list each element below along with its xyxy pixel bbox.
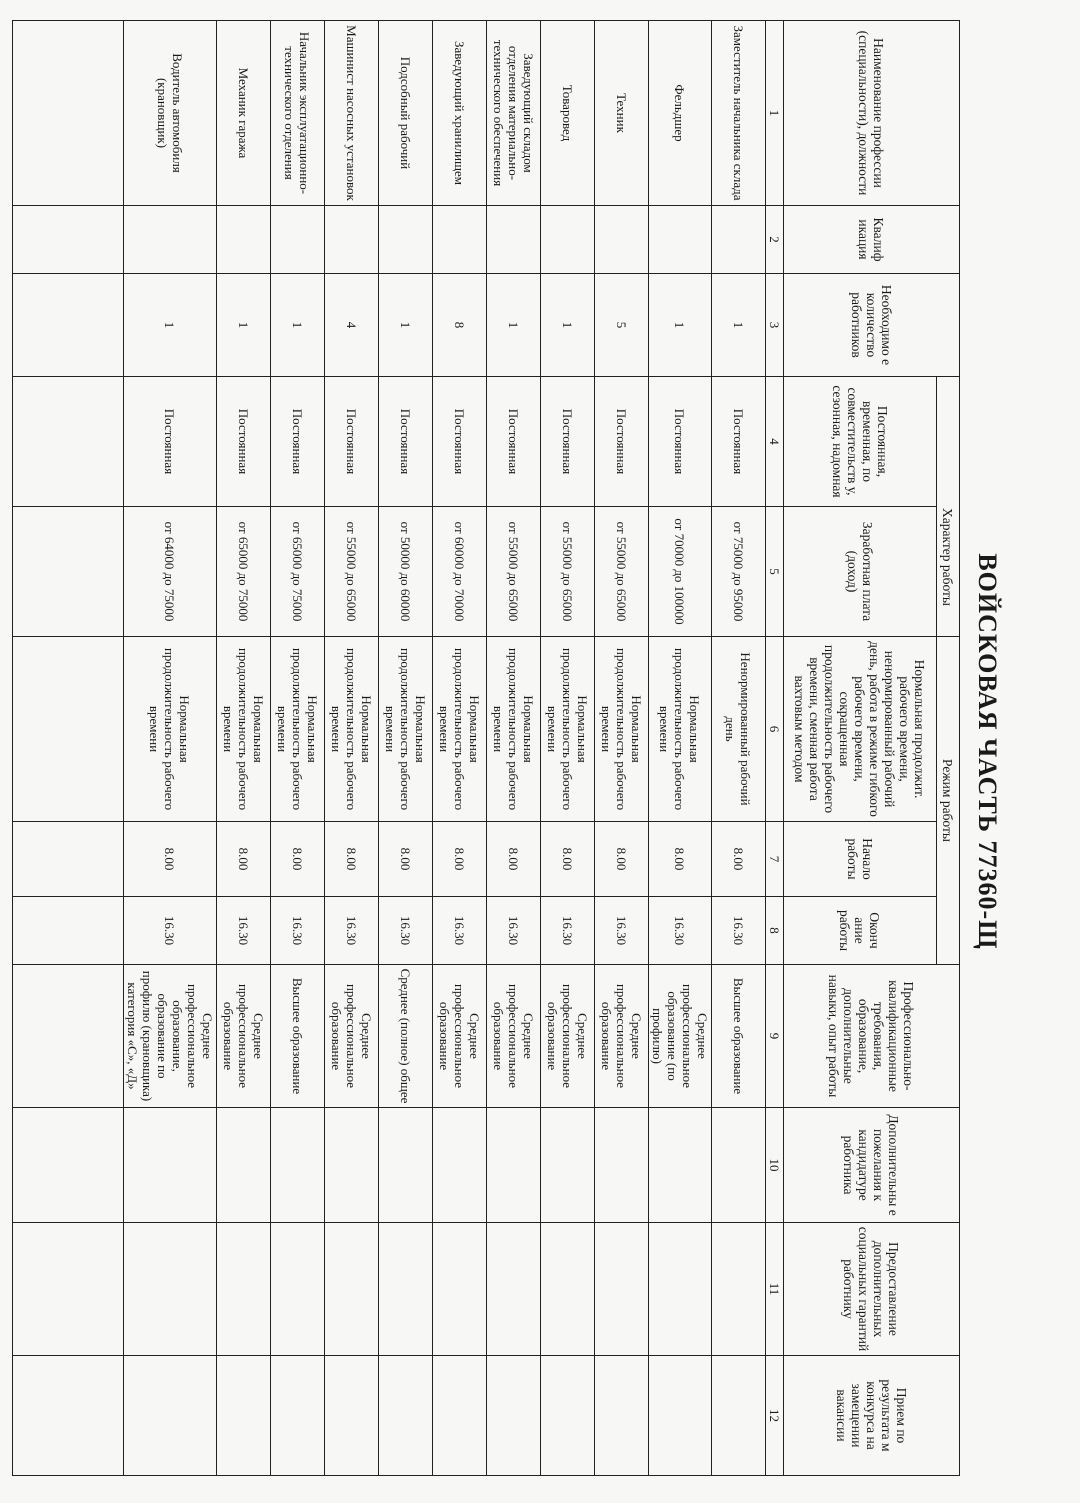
empty-cell	[13, 274, 124, 377]
cell-requirements: Среднее профессиональное образование	[487, 965, 541, 1108]
cell-social	[595, 1223, 649, 1356]
cell-profession: Механик гаража	[217, 21, 271, 206]
cell-start: 8.00	[487, 822, 541, 897]
cell-end: 16.30	[649, 897, 712, 965]
cell-requirements: Высшее образование	[271, 965, 325, 1108]
cell-profession: Товаровед	[541, 21, 595, 206]
cell-salary: от 70000 до 100000	[649, 507, 712, 637]
cell-wishes	[487, 1108, 541, 1223]
cell-wishes	[712, 1108, 766, 1223]
column-number: 7	[766, 822, 784, 897]
empty-cell	[13, 377, 124, 507]
empty-cell	[13, 637, 124, 822]
table-row	[379, 21, 433, 1476]
cell-end: 16.30	[124, 897, 217, 965]
column-number: 11	[766, 1223, 784, 1356]
cell-count: 1	[271, 274, 325, 377]
cell-end: 16.30	[379, 897, 433, 965]
cell-profession: Заместитель начальника склада	[712, 21, 766, 206]
cell-qualification	[433, 206, 487, 274]
cell-profession: Фельдшер	[649, 21, 712, 206]
table-row	[124, 21, 217, 1476]
cell-employment-type: Постоянная	[271, 377, 325, 507]
vacancy-table	[12, 20, 960, 1476]
cell-wishes	[595, 1108, 649, 1223]
header-social: Предоставление дополнительных социальных гарантий работнику	[784, 1223, 960, 1356]
column-number: 5	[766, 507, 784, 637]
cell-count: 1	[712, 274, 766, 377]
cell-end: 16.30	[271, 897, 325, 965]
empty-cell	[13, 965, 124, 1108]
header-requirements: Профессионально-квалификационные требования, образование, дополнительные навыки, опыт работы	[784, 965, 960, 1108]
cell-salary: от 55000 до 65000	[487, 507, 541, 637]
cell-regime: Нормальная продолжительность рабочего времени	[541, 637, 595, 822]
cell-start: 8.00	[124, 822, 217, 897]
cell-profession: Заведующий хранилищем	[433, 21, 487, 206]
cell-employment-type: Постоянная	[595, 377, 649, 507]
cell-regime: Нормальная продолжительность рабочего времени	[325, 637, 379, 822]
cell-social	[433, 1223, 487, 1356]
cell-qualification	[649, 206, 712, 274]
empty-cell	[13, 507, 124, 637]
cell-contest	[541, 1356, 595, 1476]
cell-regime: Нормальная продолжительность рабочего времени	[379, 637, 433, 822]
cell-requirements: Среднее профессиональное образование (по профилю)	[649, 965, 712, 1108]
document-title: ВОЙСКОВАЯ ЧАСТЬ 77360-Щ	[973, 553, 1002, 950]
cell-employment-type: Постоянная	[649, 377, 712, 507]
cell-profession: Подсобный рабочий	[379, 21, 433, 206]
column-number: 8	[766, 897, 784, 965]
cell-regime: Нормальная продолжительность рабочего времени	[595, 637, 649, 822]
cell-count: 1	[124, 274, 217, 377]
cell-wishes	[217, 1108, 271, 1223]
cell-social	[271, 1223, 325, 1356]
cell-employment-type: Постоянная	[217, 377, 271, 507]
empty-cell	[13, 822, 124, 897]
cell-requirements: Среднее профессиональное образование	[217, 965, 271, 1108]
header-regime: Нормальная продолжит. рабочего времени, ненормированный рабочий день, работа в режиме гибкого рабочего времени, сокращенная продолжительность рабочего времени, сменная работа вахтовым методом	[784, 637, 937, 822]
cell-social	[217, 1223, 271, 1356]
header-salary: Заработная плата (доход)	[784, 507, 937, 637]
column-number: 12	[766, 1356, 784, 1476]
empty-cell	[13, 1223, 124, 1356]
cell-employment-type: Постоянная	[487, 377, 541, 507]
cell-regime: Нормальная продолжительность рабочего времени	[124, 637, 217, 822]
cell-salary: от 60000 до 70000	[433, 507, 487, 637]
header-group-character: Характер работы	[937, 377, 960, 637]
cell-social	[124, 1223, 217, 1356]
cell-profession: Техник	[595, 21, 649, 206]
cell-qualification	[325, 206, 379, 274]
cell-requirements: Среднее профессиональное образование	[595, 965, 649, 1108]
cell-employment-type: Постоянная	[124, 377, 217, 507]
vacancy-table-body	[13, 21, 784, 1476]
header-start: Начало работы	[784, 822, 937, 897]
cell-wishes	[325, 1108, 379, 1223]
table-row	[541, 21, 595, 1476]
header-qualification: Квалиф икация	[784, 206, 960, 274]
table-row	[217, 21, 271, 1476]
cell-start: 8.00	[541, 822, 595, 897]
cell-contest	[124, 1356, 217, 1476]
header-end: Оконч ание работы	[784, 897, 937, 965]
cell-salary: от 65000 до 75000	[271, 507, 325, 637]
header-count: Необходимо е количество работников	[784, 274, 960, 377]
cell-social	[649, 1223, 712, 1356]
cell-end: 16.30	[541, 897, 595, 965]
header-contest: Прием по результата м конкурса на замещении вакансии	[784, 1356, 960, 1476]
cell-start: 8.00	[325, 822, 379, 897]
cell-start: 8.00	[433, 822, 487, 897]
cell-qualification	[595, 206, 649, 274]
cell-employment-type: Постоянная	[541, 377, 595, 507]
cell-employment-type: Постоянная	[325, 377, 379, 507]
cell-count: 8	[433, 274, 487, 377]
cell-requirements: Среднее профессиональное образование	[541, 965, 595, 1108]
column-number: 1	[766, 21, 784, 206]
table-row	[271, 21, 325, 1476]
cell-social	[325, 1223, 379, 1356]
cell-contest	[379, 1356, 433, 1476]
cell-contest	[217, 1356, 271, 1476]
cell-regime: Ненормированный рабочий день	[712, 637, 766, 822]
cell-regime: Нормальная продолжительность рабочего времени	[271, 637, 325, 822]
cell-profession: Водитель автомобиля (крановщик)	[124, 21, 217, 206]
cell-count: 5	[595, 274, 649, 377]
cell-regime: Нормальная продолжительность рабочего времени	[649, 637, 712, 822]
cell-start: 8.00	[217, 822, 271, 897]
column-number: 10	[766, 1108, 784, 1223]
empty-cell	[13, 21, 124, 206]
cell-salary: от 65000 до 75000	[217, 507, 271, 637]
table-row	[487, 21, 541, 1476]
cell-contest	[487, 1356, 541, 1476]
table-row	[649, 21, 712, 1476]
column-numbers-row	[766, 21, 784, 1476]
cell-contest	[712, 1356, 766, 1476]
column-number: 9	[766, 965, 784, 1108]
header-wishes: Дополнительны е пожелания к кандидатуре работника	[784, 1108, 960, 1223]
cell-qualification	[379, 206, 433, 274]
cell-start: 8.00	[712, 822, 766, 897]
cell-social	[712, 1223, 766, 1356]
header-group-regime: Режим работы	[937, 637, 960, 965]
cell-end: 16.30	[325, 897, 379, 965]
cell-salary: от 55000 до 65000	[595, 507, 649, 637]
cell-wishes	[124, 1108, 217, 1223]
cell-end: 16.30	[595, 897, 649, 965]
cell-wishes	[271, 1108, 325, 1223]
cell-qualification	[217, 206, 271, 274]
cell-count: 1	[649, 274, 712, 377]
cell-qualification	[271, 206, 325, 274]
cell-wishes	[379, 1108, 433, 1223]
empty-row	[13, 21, 124, 1476]
cell-profession: Начальник эксплуатационно-технического отделения	[271, 21, 325, 206]
cell-contest	[271, 1356, 325, 1476]
cell-salary: от 50000 до 60000	[379, 507, 433, 637]
cell-wishes	[541, 1108, 595, 1223]
cell-employment-type: Постоянная	[379, 377, 433, 507]
cell-contest	[433, 1356, 487, 1476]
cell-start: 8.00	[379, 822, 433, 897]
cell-requirements: Среднее профессиональное образование	[433, 965, 487, 1108]
cell-profession: Машинист насосных установок	[325, 21, 379, 206]
cell-qualification	[487, 206, 541, 274]
cell-wishes	[649, 1108, 712, 1223]
empty-cell	[13, 897, 124, 965]
cell-salary: от 64000 до 75000	[124, 507, 217, 637]
header-row-1	[937, 21, 960, 1476]
cell-requirements: Высшее образование	[712, 965, 766, 1108]
cell-end: 16.30	[217, 897, 271, 965]
table-row	[325, 21, 379, 1476]
column-number: 6	[766, 637, 784, 822]
cell-regime: Нормальная продолжительность рабочего времени	[217, 637, 271, 822]
cell-contest	[649, 1356, 712, 1476]
cell-salary: от 75000 до 95000	[712, 507, 766, 637]
cell-start: 8.00	[649, 822, 712, 897]
cell-start: 8.00	[595, 822, 649, 897]
cell-social	[487, 1223, 541, 1356]
table-row	[595, 21, 649, 1476]
cell-count: 4	[325, 274, 379, 377]
header-profession: Наименование профессии (специальности), должности	[784, 21, 960, 206]
cell-requirements: Среднее профессиональное образование	[325, 965, 379, 1108]
cell-wishes	[433, 1108, 487, 1223]
empty-cell	[13, 206, 124, 274]
cell-profession: Заведующий складом отделения материально-технического обеспечения	[487, 21, 541, 206]
cell-count: 1	[541, 274, 595, 377]
cell-regime: Нормальная продолжительность рабочего времени	[487, 637, 541, 822]
cell-qualification	[541, 206, 595, 274]
cell-employment-type: Постоянная	[712, 377, 766, 507]
cell-contest	[595, 1356, 649, 1476]
cell-end: 16.30	[712, 897, 766, 965]
table-row	[433, 21, 487, 1476]
cell-count: 1	[217, 274, 271, 377]
cell-social	[379, 1223, 433, 1356]
cell-start: 8.00	[271, 822, 325, 897]
cell-end: 16.30	[433, 897, 487, 965]
column-number: 2	[766, 206, 784, 274]
cell-end: 16.30	[487, 897, 541, 965]
cell-requirements: Среднее (полное) общее	[379, 965, 433, 1108]
empty-cell	[13, 1108, 124, 1223]
cell-social	[541, 1223, 595, 1356]
table-row	[712, 21, 766, 1476]
cell-requirements: Среднее профессиональное образование, образование по профилю (крановщика) категория «С», «Д»	[124, 965, 217, 1108]
column-number: 3	[766, 274, 784, 377]
column-number: 4	[766, 377, 784, 507]
cell-qualification	[124, 206, 217, 274]
cell-contest	[325, 1356, 379, 1476]
cell-count: 1	[487, 274, 541, 377]
cell-count: 1	[379, 274, 433, 377]
cell-qualification	[712, 206, 766, 274]
cell-employment-type: Постоянная	[433, 377, 487, 507]
empty-cell	[13, 1356, 124, 1476]
cell-regime: Нормальная продолжительность рабочего времени	[433, 637, 487, 822]
cell-salary: от 55000 до 65000	[325, 507, 379, 637]
header-employment-type: Постоянная, временная, по совместительств у, сезонная, надомная	[784, 377, 937, 507]
cell-salary: от 55000 до 65000	[541, 507, 595, 637]
